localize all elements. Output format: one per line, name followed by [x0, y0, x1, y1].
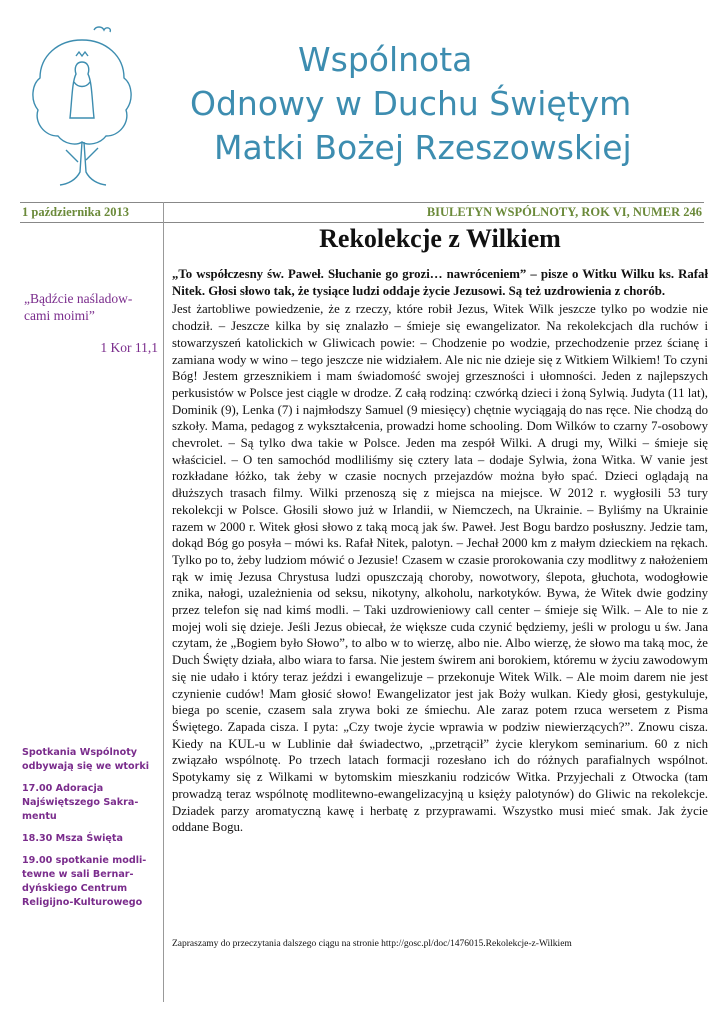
schedule-item: Spotkania Wspólnoty odbywają się we wtorki [22, 747, 150, 772]
issue-date: 1 października 2013 [22, 205, 129, 219]
schedule-item: 18.30 Msza Święta [22, 833, 123, 844]
meeting-schedule [22, 746, 156, 918]
article-body [172, 266, 708, 836]
masthead-line-1: Wspólnota [298, 40, 473, 79]
article-title: Rekolekcje z Wilkiem [319, 224, 561, 253]
sidebar-quote: „Bądźcie naśladow-cami moimi” [24, 291, 133, 323]
masthead-line-3: Matki Bożej Rzeszowskiej [214, 128, 632, 167]
source-link-text: Zapraszamy do przeczytania dalszego ciągu na stronie http://gosc.pl/doc/1476015.Rekolekcje-z-Wilkiem [172, 939, 572, 949]
tree-madonna-logo [28, 22, 136, 190]
issue-number: BIULETYN WSPÓLNOTY, ROK VI, NUMER 246 [426, 205, 702, 219]
article-text: Jest żartobliwe powiedzenie, że z rzeczy, które robił Jezus, Witek Wilk jeszcze tylko po wodzie nie chodził. – Jeszcze kilka by się znalazło – śmieje się ewangelizator. Na rekolekcjach dla ruchów i stowarzyszeń katolickich w Gliwicach powie: – Chodzenie po wodzie, przechodzenie przez ścianę i zamiana wody w wino – tego jeszcze nie widziałem. Ale nic nie dzieje się z Witkiem Wilkiem! To czyni Bóg! Jestem grzesznikiem i mam świadomość swojej grzeszności i ułomności. Jeden z najlepszych perkusistów w Polsce jest ciągle w drodze. Z całą rodziną: czwórką dzieci i żoną Sylwią. Judyta (11 lat), Dominik (9), Lenka (7) i najmłodszy Samuel (9 miesięcy) chętnie wyciągają do nas ręce. Nie chodzą do szkoły. Mama, pedagog z wykształcenia, prowadzi home schooling. Dom Wilków to czarny 7-osobowy chevrolet. – Są tylko dwa takie w Polsce. Jeden ma zespół Wilki. A drugi my, Wilki – śmieje się właściciel. – O ten samochód modliliśmy się cztery lata – dodaje Sylwia, żona Witka. W vanie jest rozkładane łóżko, tak żeby w czasie nocnych przejazdów można było spać. Dzieci oglądają na dłuższych trasach filmy. Wilki przenoszą się z miejsca na miejsce. W 2012 r. wygłosili 53 tury rekolekcji w Polsce. Głosili słowo już w Irlandii, w Niemczech, na Ukrainie. – Byliśmy na Ukrainie razem w 2000 r. Witek głosi słowo z taką mocą jak św. Paweł. Jest Bogu bardzo posłuszny. Jedzie tam, dokąd Bóg go posyła – mówi ks. Rafał Nitek, palotyn. – Jechał 2000 km z małym dzieckiem na rękach. Tylko po to, żeby ludziom mówić o Jezusie! Czasem w czasie prorokowania czy modlitwy z nałożeniem rąk w imię Jezusa Chrystusa ludzi opuszczają choroby, nowotwory, ślepota, głuchota, wodogłowie znika, nałogi, uzależnienia od seksu, nikotyny, alkoholu, narkotyków. Bywa, że Witek dwie godziny przez telefon się nad kimś modli. – Taki uzdrowieniowy call center – śmieje się Wilk. – Ale to nie z mojej woli się dzieje. Jeśli Jezus obiecał, że większe cuda czynić będziemy, jeśli w prologu u św. Jana czytam, że „Bogiem było Słowo”, to albo w to wierzę, albo nie. Albo wierzę, że słowo ma taką moc, że Duch Święty działa, albo wiara to farsa. Nie jestem świrem ani borokiem, któremu w życiu zawodowym się nie udało i który teraz jeździ i ewangelizuje – przekonuje Witek Wilk. – Ale moim darem nie jest czynienie cudów! Mam głosić słowo! Ewangelizator jest jak Boży wulkan. Kiedy głosi, gestykuluje, biega po scenie, czasem sala zrywa boki ze śmiechu. Ale zaraz potem rzuca wersetem z Pisma Świętego. Zapada cisza. I pyta: „Czy twoje życie wprawia w podziw niewierzących?”. Znowu cisza. Kiedy na KUL-u w Lublinie dał świadectwo, „przetrącił” życie klerykom seminarium. 60 z nich związało wspólnotę. Po trzech latach formacji rozesłano ich do różnych parafialnych wspólnot. Spotykamy się z Wilkami w bytomskim mieszkaniu rodziców Witka. Przyjechali z Otwocka (tam prowadzą teraz wspólnotę modlitewno-ewangelizacyjną u księży palotynów) do Gliwic na rekolekcje. Dziadek parzy aromatyczną kawę i herbatę z przyprawami. Wszystko musi mieć smak. Jak życie oddane Bogu. [172, 302, 708, 835]
article-lead: „To współczesny św. Paweł. Słuchanie go grozi… nawróceniem” – pisze o Witku Wilku ks. Rafał Nitek. Głosi słowo tak, że tysiące ludzi oddaje życie Jezusowi. Są też uzdrowienia z chorób. [172, 267, 708, 298]
header-rule-bottom [20, 222, 704, 223]
header-rule-top [20, 202, 704, 203]
masthead [190, 38, 710, 170]
schedule-item: 19.00 spotkanie modli-tewne w sali Bernar-dyńskiego Centrum Religijno-Kulturowego [22, 855, 147, 908]
sidebar-quote-reference: 1 Kor 11,1 [100, 340, 158, 355]
schedule-item: 17.00 Adoracja Najświętszego Sakra-mentu [22, 783, 139, 822]
column-divider [163, 202, 164, 1002]
masthead-line-2: Odnowy w Duchu Świętym [190, 84, 632, 123]
